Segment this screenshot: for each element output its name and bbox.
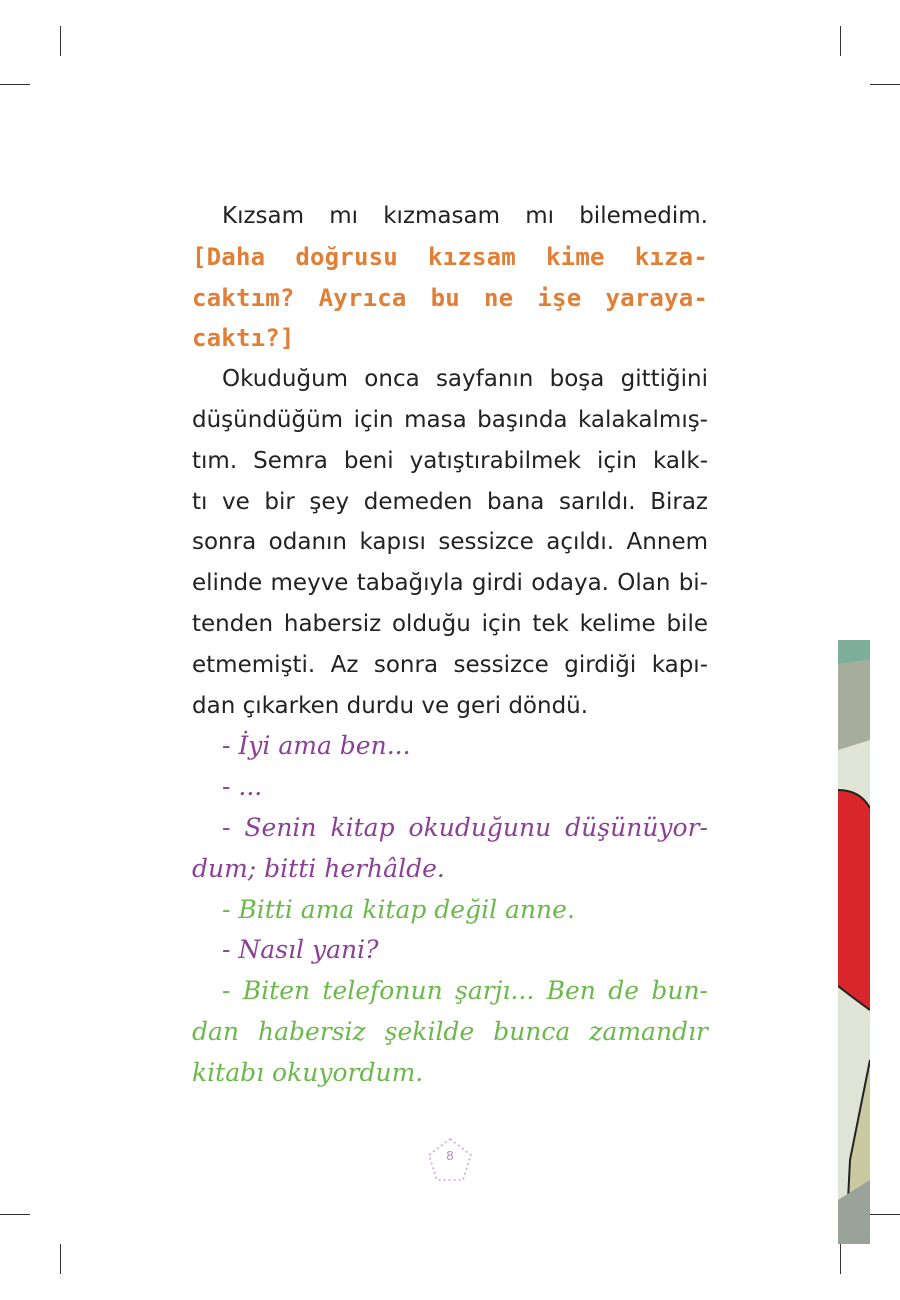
crop-mark-bottom-right-horizontal [870, 1214, 900, 1215]
crop-mark-top-left-vertical [60, 26, 61, 56]
dialogue-line-6a: - Biten telefonun şarjı... Ben de bun- [222, 976, 708, 1006]
dialogue-line-5: - Nasıl yani? [222, 935, 379, 965]
bracket-line-2: caktım? Ayrıca bu ne işe yaraya- [192, 283, 708, 312]
paragraph-line-3: tım. Semra beni yatıştırabilmek için kalk- [192, 447, 708, 474]
dialogue-line-2: - ... [222, 772, 263, 802]
dialogue-line-3b: dum; bitti herhâlde. [192, 853, 445, 883]
crop-mark-bottom-left-horizontal [0, 1214, 30, 1215]
crop-mark-bottom-left-vertical [60, 1244, 61, 1274]
paragraph-line-6: elinde meyve tabağıyla girdi odaya. Olan bi- [192, 570, 708, 597]
paragraph-line-2: düşündüğüm için masa başında kalakalmış- [192, 406, 708, 433]
page-number-badge [426, 1136, 474, 1184]
page-body [192, 196, 708, 1094]
dialogue-line-4: - Bitti ama kitap değil anne. [222, 894, 575, 924]
crop-mark-bottom-right-vertical [840, 1244, 841, 1274]
paragraph-line-1: Okuduğum onca sayfanın boşa gittiğini [222, 366, 708, 393]
crop-mark-top-right-horizontal [870, 84, 900, 85]
dialogue-line-1: - İyi ama ben... [222, 731, 411, 761]
dialogue-line-6b: dan habersiz şekilde bunca zamandır [192, 1016, 708, 1046]
dialogue-line-3a: - Senin kitap okuduğunu düşünüyor- [222, 812, 708, 842]
page-number: 8 [446, 1148, 454, 1163]
dialogue-line-6c: kitabı okuyordum. [192, 1057, 424, 1087]
paragraph-line-5: sonra odanın kapısı sessizce açıldı. Annem [192, 529, 708, 556]
paragraph-line-4: tı ve bir şey demeden bana sarıldı. Biraz [192, 488, 708, 515]
edge-illustration [838, 640, 870, 1244]
bracket-line-1: [Daha doğrusu kızsam kime kıza- [192, 242, 708, 271]
paragraph-line-9: dan çıkarken durdu ve geri döndü. [192, 692, 589, 719]
paragraph-line-7: tenden habersiz olduğu için tek kelime bile [192, 610, 708, 637]
crop-mark-top-left-horizontal [0, 84, 30, 85]
crop-mark-top-right-vertical [840, 26, 841, 56]
bracket-line-3: caktı?] [192, 324, 295, 353]
intro-line: Kızsam mı kızmasam mı bilemedim. [222, 203, 708, 229]
paragraph-line-8: etmemişti. Az sonra sessizce girdiği kapı- [192, 651, 708, 678]
